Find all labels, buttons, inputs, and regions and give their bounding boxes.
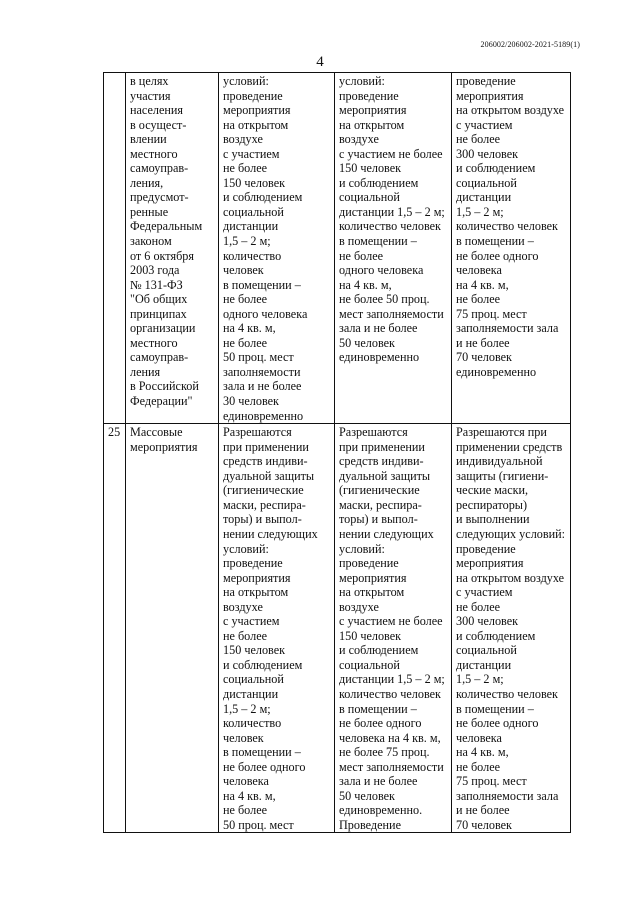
restriction-level-3-cell: Разрешаются при применении средств индивидуальной защиты (гигиени- ческие маски, респираторы) и выполнении следующих условий: проведение мероприятия на открытом воздухе с участием не более 300 человек и соблюдением социальной дистанции 1,5 – 2 м; количество человек в помещении – не более одного человека на 4 кв. м, не более 75 проц. мест заполняемости зала и не более 70 человек	[452, 424, 571, 833]
table-row	[104, 73, 571, 424]
restriction-level-2-cell: условий: проведение мероприятия на открытом воздухе с участием не более 150 человек и соблюдением социальной дистанции 1,5 – 2 м; количество человек в помещении – не более одного человека на 4 кв. м, не более 50 проц. мест заполняемости зала и не более 50 человек единовременно	[335, 73, 452, 424]
row-number-cell: 25	[104, 424, 126, 833]
restriction-level-2-cell: Разрешаются при применении средств индиви- дуальной защиты (гигиенические маски, респира- торы) и выпол- нении следующих условий: проведение мероприятия на открытом воздухе с участием не более 150 человек и соблюдением социальной дистанции 1,5 – 2 м; количество человек в помещении – не более одного человека на 4 кв. м, не более 75 проц. мест заполняемости зала и не более 50 человек единовременно. Проведение	[335, 424, 452, 833]
restriction-level-1-cell: условий: проведение мероприятия на открытом воздухе с участием не более 150 человек и соблюдением социальной дистанции 1,5 – 2 м; количество человек в помещении – не более одного человека на 4 кв. м, не более 50 проц. мест заполняемости зала и не более 30 человек единовременно	[219, 73, 335, 424]
row-number-cell	[104, 73, 126, 424]
page-number: 4	[316, 54, 324, 70]
table-row	[104, 424, 571, 833]
document-id: 206002/206002-2021-5189(1)	[480, 40, 580, 49]
restriction-level-3-cell: проведение мероприятия на открытом воздухе с участием не более 300 человек и соблюдением социальной дистанции 1,5 – 2 м; количество человек в помещении – не более одного человека на 4 кв. м, не более 75 проц. мест заполняемости зала и не более 70 человек единовременно	[452, 73, 571, 424]
activity-name-cell: Массовые мероприятия	[126, 424, 219, 833]
restriction-level-1-cell: Разрешаются при применении средств индиви- дуальной защиты (гигиенические маски, респира- торы) и выпол- нении следующих условий: проведение мероприятия на открытом воздухе с участием не более 150 человек и соблюдением социальной дистанции 1,5 – 2 м; количество человек в помещении – не более одного человека на 4 кв. м, не более 50 проц. мест	[219, 424, 335, 833]
regulation-table	[103, 72, 571, 833]
activity-name-cell: в целях участия населения в осущест- влении местного самоуправ- ления, предусмот- ренные Федеральным законом от 6 октября 2003 года № 131-ФЗ "Об общих принципах организации местного самоуправ- ления в Российской Федерации"	[126, 73, 219, 424]
